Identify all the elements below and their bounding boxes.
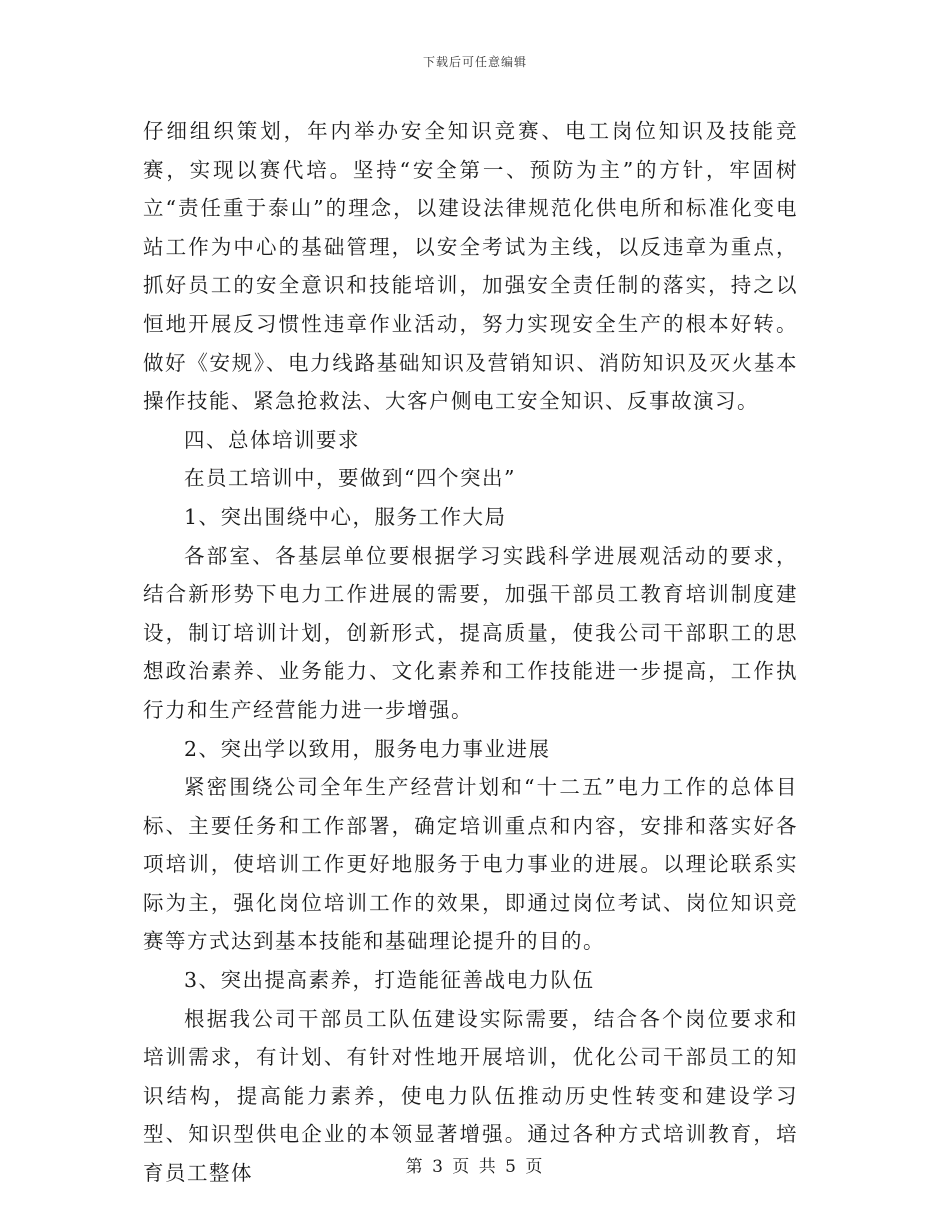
paragraph-safety-training: 仔细组织策划，年内举办安全知识竞赛、电工岗位知识及技能竞赛，实现以赛代培。坚持“安全第一、预防为主”的方针，牢固树立“责任重于泰山”的理念，以建设法律规范化供电所和标准化变电站工作为中心的基础管理，以安全考试为主线，以反违章为重点，抓好员工的安全意识和技能培训，加强安全责任制的落实，持之以恒地开展反习惯性违章作业活动，努力实现安全生产的根本好转。做好《安规》、电力线路基础知识及营销知识、消防知识及灭火基本操作技能、紧急抢救法、大客户侧电工安全知识、反事故演习。 xyxy=(143,119,798,414)
paragraph-highlight-3-body: 根据我公司干部员工队伍建设实际需要，结合各个岗位要求和培训需求，有计划、有针对性地开展培训，优化公司干部员工的知识结构，提高能力素养，使电力队伍推动历史性转变和建设学习型、知识型供电企业的本领显著增强。通过各种方式培训教育，培育员工整体 xyxy=(143,1006,798,1186)
paragraph-highlight-2-body: 紧密围绕公司全年生产经营计划和“十二五”电力工作的总体目标、主要任务和工作部署，确定培训重点和内容，安排和落实好各项培训，使培训工作更好地服务于电力事业的进展。以理论联系实际为主，强化岗位培训工作的效果，即通过岗位考试、岗位知识竞赛等方式达到基本技能和基础理论提升的目的。 xyxy=(143,775,798,954)
paragraph-highlight-1-body: 各部室、各基层单位要根据学习实践科学进展观活动的要求，结合新形势下电力工作进展的需要，加强干部员工教育培训制度建设，制订培训计划，创新形式，提高质量，使我公司干部职工的思想政治素养、业务能力、文化素养和工作技能进一步提高，工作执行力和生产经营能力进一步增强。 xyxy=(143,543,798,722)
section-heading-overall-requirements: 四、总体培训要求 xyxy=(184,427,360,452)
document-body xyxy=(143,112,798,1193)
subheading-highlight-2: 2、突出学以致用，服务电力事业进展 xyxy=(184,736,551,761)
subheading-highlight-1: 1、突出围绕中心，服务工作大局 xyxy=(184,504,507,529)
subheading-highlight-3: 3、突出提高素养，打造能征善战电力队伍 xyxy=(184,968,595,993)
page-header: 下载后可任意编辑 xyxy=(422,55,527,69)
paragraph-four-highlights-intro: 在员工培训中，要做到“四个突出” xyxy=(184,466,516,491)
page-number-footer: 第 3 页 共 5 页 xyxy=(405,1157,545,1177)
